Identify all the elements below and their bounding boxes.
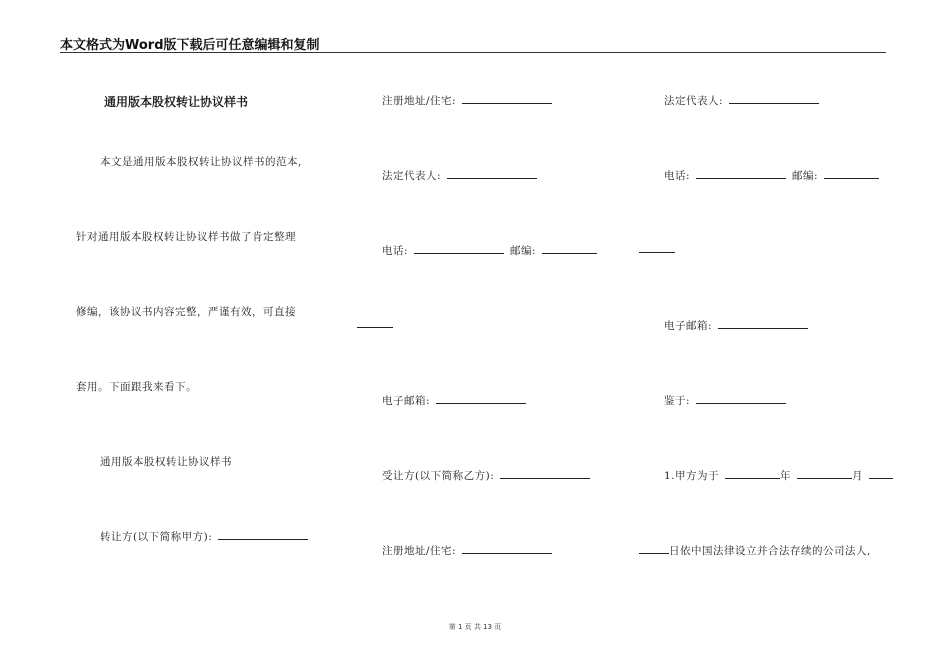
transferor-rep-label: 法定代表人:	[382, 170, 442, 182]
transferee-address-label: 注册地址/住宅:	[382, 545, 457, 557]
transferee-phone-line	[664, 168, 879, 183]
agreement-subtitle: 通用版本股权转让协议样书	[100, 456, 232, 468]
transferee-postcode-blank	[824, 169, 879, 179]
whereas-label: 鉴于:	[664, 395, 691, 407]
intro-line-4: 套用。下面跟我来看下。	[76, 381, 197, 393]
transferee-email-line	[664, 318, 808, 333]
transferee-email-label: 电子邮箱:	[664, 320, 713, 332]
transferor-label: 转让方(以下简称甲方):	[100, 531, 213, 543]
transferor-postcode-blank	[542, 244, 597, 254]
page-footer: 第 1 页 共 13 页	[448, 623, 502, 631]
clause-1-text: 日依中国法律设立并合法存续的公司法人,	[669, 545, 871, 557]
day-blank-start	[869, 469, 893, 479]
clause-1-continuation	[639, 543, 871, 558]
transferor-email-blank	[436, 394, 526, 404]
year-label: 年	[780, 470, 792, 482]
transferor-phone-label: 电话:	[382, 245, 409, 257]
document-header: 本文格式为Word版下载后可任意编辑和复制	[60, 34, 886, 53]
transferor-email-label: 电子邮箱:	[382, 395, 431, 407]
year-blank	[725, 469, 780, 479]
transferee-rep-blank	[729, 94, 819, 104]
transferee-label: 受让方(以下简称乙方):	[382, 470, 495, 482]
transferee-phone-label: 电话:	[664, 170, 691, 182]
transferee-postcode-blank-cont	[639, 243, 675, 253]
transferor-postcode-continuation	[357, 318, 393, 331]
document-title: 通用版本股权转让协议样书	[104, 95, 249, 109]
transferee-postcode-label: 邮编:	[792, 170, 819, 182]
intro-line-1: 本文是通用版本股权转让协议样书的范本,	[100, 156, 302, 168]
transferee-address-line	[382, 543, 552, 558]
transferee-rep-label: 法定代表人:	[664, 95, 724, 107]
intro-line-3: 修编，该协议书内容完整，严谨有效，可直接	[76, 306, 296, 318]
transferee-postcode-continuation	[639, 243, 675, 256]
transferor-phone-blank	[414, 244, 504, 254]
transferee-address-blank	[462, 544, 552, 554]
whereas-line	[664, 393, 786, 408]
transferee-email-blank	[718, 319, 808, 329]
transferor-address-line	[382, 93, 552, 108]
intro-line-2: 针对通用版本股权转让协议样书做了肯定整理	[76, 231, 296, 243]
transferor-rep-blank	[447, 169, 537, 179]
clause-1-label: 1.甲方为于	[664, 470, 720, 482]
transferor-address-label: 注册地址/住宅:	[382, 95, 457, 107]
transferor-address-blank	[462, 94, 552, 104]
transferor-blank	[218, 530, 308, 540]
transferor-postcode-label: 邮编:	[510, 245, 537, 257]
month-label: 月	[852, 470, 864, 482]
transferor-line	[100, 529, 308, 544]
transferee-blank	[500, 469, 590, 479]
transferor-rep-line	[382, 168, 537, 183]
day-blank	[639, 544, 669, 554]
whereas-blank	[696, 394, 786, 404]
transferee-line	[382, 468, 590, 483]
transferor-phone-line	[382, 243, 597, 258]
month-blank	[797, 469, 852, 479]
transferee-rep-line	[664, 93, 819, 108]
transferee-phone-blank	[696, 169, 786, 179]
transferor-postcode-blank-cont	[357, 318, 393, 328]
clause-1-line	[664, 468, 893, 483]
transferor-email-line	[382, 393, 526, 408]
